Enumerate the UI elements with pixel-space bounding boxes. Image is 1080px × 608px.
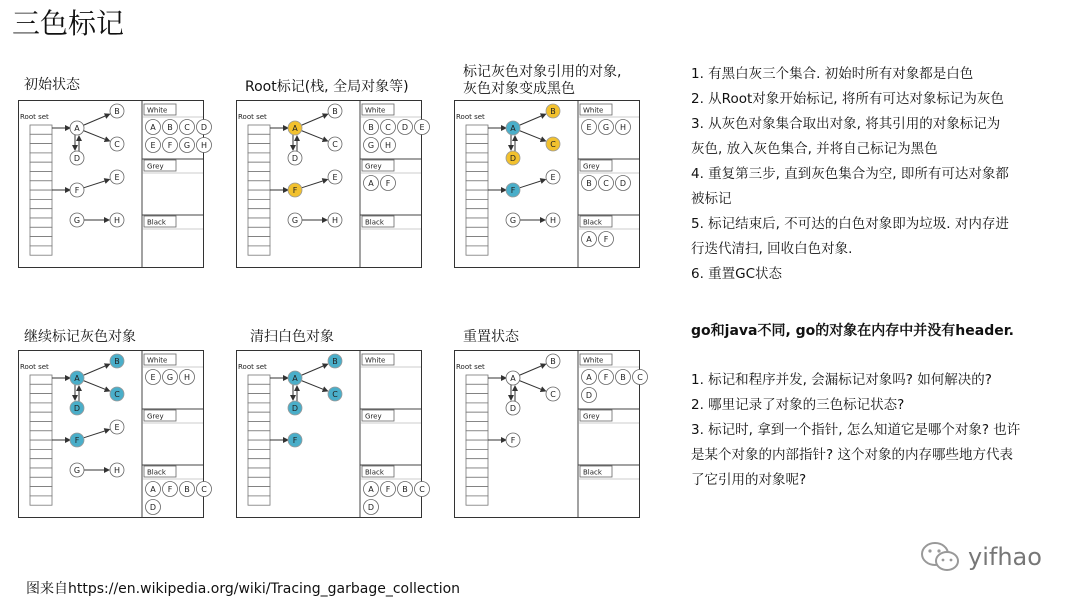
root-set-cell: [30, 440, 52, 449]
steps-list: [691, 62, 1009, 287]
object-node-label: C: [114, 390, 120, 399]
root-set-cell: [248, 153, 270, 162]
grey-set-label: Grey: [147, 162, 164, 171]
root-set-cell: [248, 125, 270, 134]
root-set-cell: [248, 199, 270, 208]
diagram-panel-3: [454, 100, 640, 268]
white-set-label: White: [365, 106, 386, 115]
root-set-cell: [248, 422, 270, 431]
root-set-cell: [466, 394, 488, 403]
white-set-member-label: E: [586, 123, 592, 132]
root-set-cell: [30, 375, 52, 384]
diagram-panel-5: [236, 350, 425, 518]
white-set-member-label: E: [150, 373, 156, 382]
object-node-label: H: [331, 216, 339, 225]
black-set-member-label: A: [368, 485, 374, 494]
white-set-member-label: G: [602, 123, 610, 132]
root-set-cell: [30, 403, 52, 412]
white-set-member-label: D: [401, 123, 409, 132]
root-set-cell: [248, 468, 270, 477]
object-node-label: G: [509, 216, 517, 225]
step-line: 灰色, 放入灰色集合, 并将自己标记为黑色: [691, 141, 938, 157]
white-set-member-label: F: [603, 373, 609, 382]
root-set-cell: [466, 144, 488, 153]
root-set-cell: [466, 246, 488, 255]
root-set-cell: [248, 181, 270, 190]
root-set-cell: [30, 209, 52, 218]
questions-list: [691, 368, 1020, 493]
root-set-cell: [466, 209, 488, 218]
root-set-label: Root set: [456, 363, 485, 371]
black-set-member-label: A: [150, 485, 156, 494]
step-line: 1. 有黑白灰三个集合. 初始时所有对象都是白色: [691, 66, 974, 82]
root-set-cell: [248, 209, 270, 218]
panel-label-2: Root标记(栈, 全局对象等): [245, 79, 409, 95]
object-node-label: A: [510, 124, 516, 133]
reference-edge: [301, 381, 327, 391]
page-title: 三色标记: [12, 7, 125, 40]
object-node-label: A: [510, 374, 516, 383]
question-line: 3. 标记时, 拿到一个指针, 怎么知道它是哪个对象? 也许: [691, 422, 1021, 438]
root-set-cell: [466, 412, 488, 421]
root-set-cell: [30, 227, 52, 236]
root-set-cell: [30, 172, 52, 181]
object-node-label: D: [291, 154, 299, 163]
panel-label-5: 清扫白色对象: [250, 329, 334, 345]
root-set-cell: [248, 431, 270, 440]
white-set-member-label: B: [620, 373, 626, 382]
root-set-cell: [466, 162, 488, 171]
black-set-label: Black: [365, 218, 384, 227]
wechat-icon: [920, 540, 960, 574]
root-set-label: Root set: [238, 113, 267, 121]
root-set-cell: [466, 125, 488, 134]
object-node-label: D: [291, 404, 299, 413]
white-set-member-label: B: [167, 123, 173, 132]
object-node-label: H: [113, 216, 121, 225]
object-node-label: C: [114, 140, 120, 149]
black-set-member-label: B: [184, 485, 190, 494]
object-node-label: C: [332, 390, 338, 399]
white-set-member-label: E: [150, 141, 156, 150]
header-note: go和java不同, go的对象在内存中并没有header.: [691, 323, 1014, 339]
root-set-cell: [30, 162, 52, 171]
root-set-cell: [30, 218, 52, 227]
root-set-cell: [466, 190, 488, 199]
diagram-panel-4: [18, 350, 207, 518]
step-line: 被标记: [691, 191, 732, 207]
step-line: 5. 标记结束后, 不可达的白色对象即为垃圾. 对内存进: [691, 216, 1009, 232]
black-set-member-label: D: [367, 503, 375, 512]
reference-edge: [301, 131, 327, 141]
root-set-label: Root set: [238, 363, 267, 371]
object-node-label: F: [510, 436, 516, 445]
grey-set-member-label: D: [619, 179, 627, 188]
root-set-cell: [30, 246, 52, 255]
object-node-label: E: [550, 173, 556, 182]
panel-label-1: 初始状态: [24, 77, 80, 93]
object-node-label: D: [509, 154, 517, 163]
white-set-label: White: [583, 356, 604, 365]
object-node-label: B: [550, 107, 556, 116]
object-node-label: A: [74, 374, 80, 383]
panel-label-4: 继续标记灰色对象: [24, 329, 136, 345]
root-set-label: Root set: [456, 113, 485, 121]
reference-edge: [84, 429, 110, 437]
white-set-member-label: G: [166, 373, 174, 382]
white-set-member-label: A: [150, 123, 156, 132]
root-set-cell: [466, 468, 488, 477]
object-node-label: F: [74, 186, 80, 195]
object-node-label: H: [113, 466, 121, 475]
root-set-cell: [466, 422, 488, 431]
root-set-label: Root set: [20, 113, 49, 121]
white-set-member-label: H: [384, 141, 392, 150]
root-set-cell: [248, 134, 270, 143]
root-set-cell: [248, 237, 270, 246]
panel-label-3: 标记灰色对象引用的对象,: [463, 64, 622, 80]
grey-set-label: Grey: [583, 162, 600, 171]
root-set-cell: [30, 153, 52, 162]
black-set-label: Black: [583, 468, 602, 477]
reference-edge: [83, 114, 109, 125]
question-line: 1. 标记和程序并发, 会漏标记对象吗? 如何解决的?: [691, 372, 992, 388]
reference-edge: [301, 114, 327, 125]
black-set-label: Black: [583, 218, 602, 227]
root-set-cell: [248, 144, 270, 153]
black-set-member-label: B: [402, 485, 408, 494]
object-node-label: E: [114, 173, 120, 182]
panel-label-6: 重置状态: [463, 329, 519, 345]
white-set-member-label: G: [367, 141, 375, 150]
root-set-cell: [30, 468, 52, 477]
root-set-cell: [466, 218, 488, 227]
root-set-cell: [466, 375, 488, 384]
black-set-member-label: F: [385, 485, 391, 494]
root-set-cell: [248, 162, 270, 171]
root-set-cell: [466, 181, 488, 190]
grey-set-member-label: F: [385, 179, 391, 188]
object-node-label: E: [332, 173, 338, 182]
root-set-cell: [466, 487, 488, 496]
object-node-label: B: [550, 357, 556, 366]
object-node-label: D: [73, 154, 81, 163]
root-set-cell: [30, 134, 52, 143]
root-set-cell: [466, 431, 488, 440]
root-set-cell: [248, 440, 270, 449]
grey-set-member-label: A: [368, 179, 374, 188]
white-set-member-label: H: [183, 373, 191, 382]
question-line: 是某个对象的内部指针? 这个对象的内存哪些地方代表: [691, 447, 1013, 463]
root-set-cell: [248, 375, 270, 384]
root-set-cell: [466, 199, 488, 208]
root-set-cell: [248, 449, 270, 458]
black-set-member-label: D: [149, 503, 157, 512]
root-set-cell: [30, 412, 52, 421]
root-set-cell: [30, 449, 52, 458]
reference-edge: [83, 131, 109, 141]
root-set-cell: [30, 181, 52, 190]
white-set-member-label: D: [200, 123, 208, 132]
root-set-cell: [248, 172, 270, 181]
root-set-cell: [466, 459, 488, 468]
step-line: 行迭代清扫, 回收白色对象.: [691, 241, 853, 257]
reference-edge: [519, 131, 545, 141]
watermark-text: yifhao: [968, 543, 1042, 571]
diagram-panel-6: [454, 350, 643, 518]
black-set-label: Black: [365, 468, 384, 477]
root-set-cell: [466, 496, 488, 505]
object-node-label: C: [550, 140, 556, 149]
object-node-label: G: [73, 216, 81, 225]
object-node-label: B: [114, 357, 120, 366]
black-set-member-label: F: [167, 485, 173, 494]
root-set-cell: [248, 246, 270, 255]
reference-edge: [520, 179, 546, 187]
root-set-cell: [466, 384, 488, 393]
object-node-label: F: [510, 186, 516, 195]
black-set-member-label: A: [586, 235, 592, 244]
root-set-cell: [248, 487, 270, 496]
root-set-label: Root set: [20, 363, 49, 371]
root-set-cell: [466, 153, 488, 162]
panel-label-3b: 灰色对象变成黑色: [463, 81, 575, 97]
step-line: 6. 重置GC状态: [691, 266, 783, 282]
object-node-label: B: [114, 107, 120, 116]
root-set-cell: [466, 403, 488, 412]
root-set-cell: [30, 496, 52, 505]
reference-edge: [84, 179, 110, 187]
root-set-cell: [466, 227, 488, 236]
white-set-member-label: C: [385, 123, 391, 132]
object-node-label: F: [74, 436, 80, 445]
grey-set-label: Grey: [365, 162, 382, 171]
root-set-cell: [466, 134, 488, 143]
object-node-label: B: [332, 357, 338, 366]
grey-set-member-label: B: [586, 179, 592, 188]
object-node-label: G: [73, 466, 81, 475]
root-set-cell: [466, 477, 488, 486]
object-node-label: G: [291, 216, 299, 225]
reference-edge: [519, 114, 545, 125]
root-set-cell: [30, 199, 52, 208]
root-set-cell: [466, 237, 488, 246]
object-node-label: C: [550, 390, 556, 399]
root-set-cell: [30, 144, 52, 153]
root-set-cell: [466, 449, 488, 458]
root-set-cell: [30, 125, 52, 134]
root-set-cell: [248, 403, 270, 412]
root-set-cell: [248, 190, 270, 199]
black-set-member-label: C: [201, 485, 207, 494]
root-set-cell: [466, 440, 488, 449]
white-set-member-label: A: [586, 373, 592, 382]
object-node-label: D: [509, 404, 517, 413]
object-node-label: A: [292, 124, 298, 133]
object-node-label: F: [292, 436, 298, 445]
root-set-cell: [30, 394, 52, 403]
grey-set-label: Grey: [583, 412, 600, 421]
white-set-label: White: [583, 106, 604, 115]
reference-edge: [519, 381, 545, 391]
root-set-cell: [30, 237, 52, 246]
white-set-label: White: [365, 356, 386, 365]
reference-edge: [83, 364, 109, 375]
reference-edge: [302, 179, 328, 187]
root-set-cell: [248, 218, 270, 227]
step-line: 3. 从灰色对象集合取出对象, 将其引用的对象标记为: [691, 116, 1001, 132]
root-set-cell: [30, 422, 52, 431]
root-set-cell: [30, 431, 52, 440]
root-set-cell: [248, 384, 270, 393]
white-set-member-label: B: [368, 123, 374, 132]
root-set-cell: [30, 459, 52, 468]
step-line: 4. 重复第三步, 直到灰色集合为空, 即所有可达对象都: [691, 166, 1009, 182]
white-set-member-label: E: [419, 123, 425, 132]
root-set-cell: [30, 487, 52, 496]
step-line: 2. 从Root对象开始标记, 将所有可达对象标记为灰色: [691, 91, 1004, 107]
white-set-label: White: [147, 106, 168, 115]
grey-set-label: Grey: [365, 412, 382, 421]
grey-set-member-label: C: [603, 179, 609, 188]
object-node-label: C: [332, 140, 338, 149]
object-node-label: E: [114, 423, 120, 432]
white-set-member-label: H: [619, 123, 627, 132]
object-node-label: F: [292, 186, 298, 195]
object-node-label: D: [73, 404, 81, 413]
object-node-label: A: [74, 124, 80, 133]
root-set-cell: [248, 227, 270, 236]
reference-edge: [301, 364, 327, 375]
black-set-member-label: C: [419, 485, 425, 494]
reference-edge: [83, 381, 109, 391]
root-set-cell: [248, 394, 270, 403]
watermark: [920, 540, 1042, 574]
white-set-member-label: D: [585, 391, 593, 400]
root-set-cell: [466, 172, 488, 181]
black-set-label: Black: [147, 218, 166, 227]
reference-edge: [519, 364, 545, 375]
root-set-cell: [248, 459, 270, 468]
root-set-cell: [248, 496, 270, 505]
grey-set-label: Grey: [147, 412, 164, 421]
object-node-label: B: [332, 107, 338, 116]
white-set-member-label: H: [200, 141, 208, 150]
root-set-cell: [30, 384, 52, 393]
question-line: 2. 哪里记录了对象的三色标记状态?: [691, 397, 905, 413]
white-set-member-label: C: [637, 373, 643, 382]
root-set-cell: [248, 477, 270, 486]
root-set-cell: [30, 190, 52, 199]
object-node-label: H: [549, 216, 557, 225]
object-node-label: A: [292, 374, 298, 383]
root-set-cell: [248, 412, 270, 421]
diagram-panel-1: [18, 100, 208, 268]
white-set-member-label: G: [183, 141, 191, 150]
white-set-member-label: C: [184, 123, 190, 132]
question-line: 了它引用的对象呢?: [691, 472, 807, 488]
diagram-panel-2: [236, 100, 425, 268]
source-caption: 图来自https://en.wikipedia.org/wiki/Tracing_garbage_collection: [26, 581, 461, 597]
root-set-cell: [30, 477, 52, 486]
white-set-label: White: [147, 356, 168, 365]
black-set-label: Black: [147, 468, 166, 477]
white-set-member-label: F: [167, 141, 173, 150]
black-set-member-label: F: [603, 235, 609, 244]
